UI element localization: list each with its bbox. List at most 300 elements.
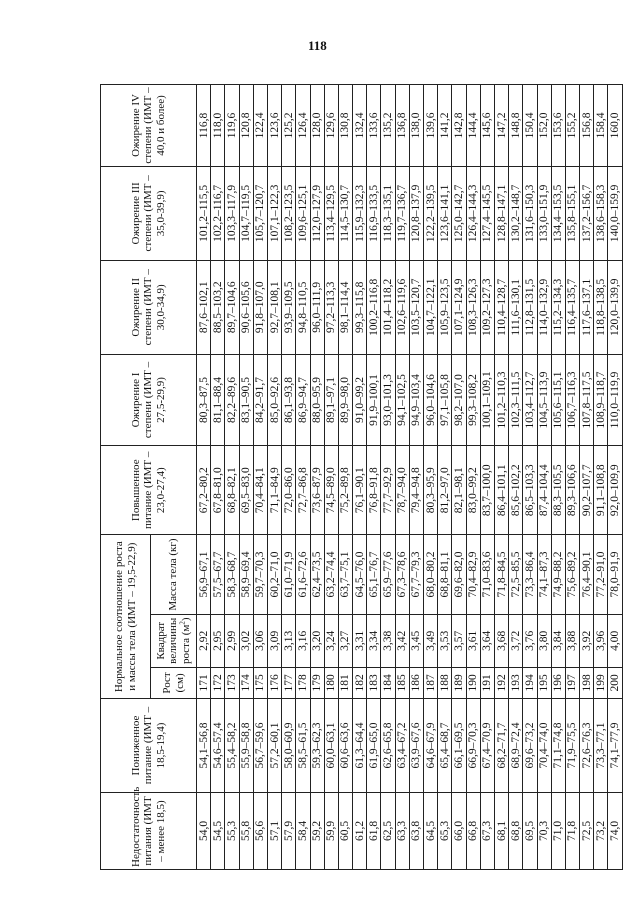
cell-obesity-3: 104,7–119,5 (239, 166, 253, 260)
cell-height: 189 (452, 667, 466, 698)
cell-obesity-3: 119,7–136,7 (395, 166, 409, 260)
cell-obesity-1: 96,0–104,6 (424, 354, 438, 445)
cell-obesity-3: 126,4–144,3 (466, 166, 480, 260)
cell-obesity-1: 89,1–97,1 (324, 354, 338, 445)
cell-obesity-1: 104,5–113,9 (537, 354, 551, 445)
cell-underweight: 58,4 (296, 792, 310, 869)
cell-increased: 85,6–102,2 (509, 446, 523, 535)
cell-normal-weight: 65,1–76,7 (367, 535, 381, 614)
cell-underweight: 64,5 (424, 792, 438, 869)
cell-height: 187 (424, 667, 438, 698)
cell-obesity-1: 86,1–93,8 (282, 354, 296, 445)
cell-height: 196 (551, 667, 565, 698)
table-body (197, 85, 623, 870)
cell-obesity-1: 91,0–99,2 (353, 354, 367, 445)
cell-increased: 73,6–87,9 (310, 446, 324, 535)
cell-obesity-3: 140,0–159,9 (608, 166, 622, 260)
cell-obesity-4: 148,8 (509, 85, 523, 167)
cell-obesity-4: 129,6 (324, 85, 338, 167)
cell-height: 182 (353, 667, 367, 698)
cell-obesity-2: 87,6–102,1 (197, 260, 211, 354)
cell-height: 180 (324, 667, 338, 698)
cell-underweight: 56,6 (253, 792, 267, 869)
cell-increased: 69,5–83,0 (239, 446, 253, 535)
cell-obesity-1: 110,0–119,9 (608, 354, 622, 445)
cell-reduced: 64,6–67,9 (424, 699, 438, 793)
cell-height: 183 (367, 667, 381, 698)
cell-height-squared: 3,68 (494, 614, 508, 667)
header-obesity-1: Ожирение I степени (ИМТ – 27,5-29,9) (101, 354, 197, 445)
cell-height: 191 (480, 667, 494, 698)
cell-increased: 90,2–107,7 (580, 446, 594, 535)
cell-increased: 77,7–92,9 (381, 446, 395, 535)
cell-height-squared: 3,53 (438, 614, 452, 667)
cell-obesity-1: 93,0–101,3 (381, 354, 395, 445)
cell-height: 200 (608, 667, 622, 698)
cell-height: 176 (267, 667, 281, 698)
cell-reduced: 55,9–58,8 (239, 699, 253, 793)
cell-obesity-3: 120,8–137,9 (409, 166, 423, 260)
table-row (381, 85, 395, 870)
cell-height: 185 (395, 667, 409, 698)
header-normal-group: Нормальное соотношение роста и массы тела (ИМТ – 19,5-22,9) (101, 535, 151, 699)
cell-underweight: 63,3 (395, 792, 409, 869)
cell-reduced: 56,7–59,6 (253, 699, 267, 793)
cell-obesity-1: 107,8–117,5 (580, 354, 594, 445)
cell-increased: 83,0–99,2 (466, 446, 480, 535)
cell-obesity-1: 99,3–108,2 (466, 354, 480, 445)
cell-obesity-2: 97,2–113,3 (324, 260, 338, 354)
cell-obesity-3: 123,6–141,1 (438, 166, 452, 260)
table-row (466, 85, 480, 870)
cell-obesity-3: 134,4–153,5 (551, 166, 565, 260)
cell-height: 198 (580, 667, 594, 698)
table-row (267, 85, 281, 870)
cell-obesity-1: 94,1–102,5 (395, 354, 409, 445)
cell-increased: 71,1–84,9 (267, 446, 281, 535)
cell-obesity-3: 116,9–133,5 (367, 166, 381, 260)
cell-obesity-2: 99,3–115,8 (353, 260, 367, 354)
cell-height-squared: 3,49 (424, 614, 438, 667)
cell-normal-weight: 57,5–67,7 (211, 535, 225, 614)
cell-underweight: 67,3 (480, 792, 494, 869)
table-row (409, 85, 423, 870)
header-height-squared-end: ) (179, 617, 192, 622)
cell-height-squared: 3,96 (594, 614, 608, 667)
cell-obesity-4: 123,6 (267, 85, 281, 167)
cell-underweight: 70,3 (537, 792, 551, 869)
cell-increased: 76,1–90,1 (353, 446, 367, 535)
cell-underweight: 69,5 (523, 792, 537, 869)
table-row (438, 85, 452, 870)
cell-normal-weight: 73,3–86,4 (523, 535, 537, 614)
cell-reduced: 71,1–74,8 (551, 699, 565, 793)
cell-reduced: 61,3–64,4 (353, 699, 367, 793)
cell-obesity-2: 108,3–126,3 (466, 260, 480, 354)
cell-underweight: 66,0 (452, 792, 466, 869)
cell-underweight: 61,8 (367, 792, 381, 869)
cell-normal-weight: 77,2–91,0 (594, 535, 608, 614)
cell-underweight: 57,1 (267, 792, 281, 869)
cell-underweight: 57,9 (282, 792, 296, 869)
cell-obesity-2: 114,0–132,9 (537, 260, 551, 354)
cell-height: 188 (438, 667, 452, 698)
cell-reduced: 71,9–75,5 (565, 699, 579, 793)
table-row (239, 85, 253, 870)
cell-normal-weight: 63,7–75,1 (338, 535, 352, 614)
cell-height-squared: 3,84 (551, 614, 565, 667)
cell-obesity-3: 102,2–116,7 (211, 166, 225, 260)
cell-obesity-4: 130,8 (338, 85, 352, 167)
cell-obesity-1: 85,0–92,6 (267, 354, 281, 445)
cell-height-squared: 3,45 (409, 614, 423, 667)
cell-height: 178 (296, 667, 310, 698)
cell-reduced: 55,4–58,2 (225, 699, 239, 793)
cell-obesity-4: 139,6 (424, 85, 438, 167)
cell-obesity-3: 105,7–120,7 (253, 166, 267, 260)
cell-reduced: 63,9–67,6 (409, 699, 423, 793)
cell-obesity-1: 97,1–105,8 (438, 354, 452, 445)
cell-obesity-2: 90,6–105,6 (239, 260, 253, 354)
cell-height: 186 (409, 667, 423, 698)
cell-obesity-3: 131,6–150,3 (523, 166, 537, 260)
cell-normal-weight: 75,6–89,2 (565, 535, 579, 614)
cell-underweight: 74,0 (608, 792, 622, 869)
cell-height-squared: 3,09 (267, 614, 281, 667)
cell-height-squared: 4,00 (608, 614, 622, 667)
cell-increased: 92,0–109,9 (608, 446, 622, 535)
cell-obesity-2: 109,2–127,3 (480, 260, 494, 354)
cell-underweight: 61,2 (353, 792, 367, 869)
cell-height: 172 (211, 667, 225, 698)
cell-obesity-3: 118,3–135,1 (381, 166, 395, 260)
cell-obesity-2: 111,6–130,1 (509, 260, 523, 354)
cell-reduced: 73,3–77,1 (594, 699, 608, 793)
cell-obesity-4: 147,2 (494, 85, 508, 167)
cell-obesity-3: 137,2–156,7 (580, 166, 594, 260)
cell-height: 177 (282, 667, 296, 698)
cell-height-squared: 3,72 (509, 614, 523, 667)
bmi-table (100, 84, 623, 870)
cell-obesity-1: 94,9–103,4 (409, 354, 423, 445)
cell-height: 199 (594, 667, 608, 698)
cell-increased: 80,3–95,9 (424, 446, 438, 535)
cell-obesity-1: 100,1–109,1 (480, 354, 494, 445)
cell-obesity-3: 115,9–132,3 (353, 166, 367, 260)
cell-height: 193 (509, 667, 523, 698)
cell-increased: 75,2–89,8 (338, 446, 352, 535)
cell-height-squared: 3,24 (324, 614, 338, 667)
cell-obesity-3: 113,4–129,5 (324, 166, 338, 260)
cell-increased: 91,1–108,8 (594, 446, 608, 535)
cell-normal-weight: 67,7–79,3 (409, 535, 423, 614)
cell-obesity-1: 80,3–87,5 (197, 354, 211, 445)
cell-reduced: 66,9–70,3 (466, 699, 480, 793)
cell-obesity-4: 156,8 (580, 85, 594, 167)
cell-obesity-4: 150,4 (523, 85, 537, 167)
cell-obesity-1: 106,7–116,3 (565, 354, 579, 445)
cell-normal-weight: 69,6–82,0 (452, 535, 466, 614)
cell-normal-weight: 61,6–72,6 (296, 535, 310, 614)
cell-reduced: 69,6–73,2 (523, 699, 537, 793)
cell-underweight: 68,8 (509, 792, 523, 869)
cell-reduced: 63,4–67,2 (395, 699, 409, 793)
cell-obesity-4: 126,4 (296, 85, 310, 167)
cell-height: 171 (197, 667, 211, 698)
cell-obesity-4: 142,8 (452, 85, 466, 167)
cell-height: 197 (565, 667, 579, 698)
cell-height: 192 (494, 667, 508, 698)
table-row (608, 85, 622, 870)
cell-height-squared: 3,20 (310, 614, 324, 667)
cell-height: 184 (381, 667, 395, 698)
cell-reduced: 60,6–63,6 (338, 699, 352, 793)
cell-normal-weight: 65,9–77,6 (381, 535, 395, 614)
cell-height: 173 (225, 667, 239, 698)
cell-reduced: 67,4–70,9 (480, 699, 494, 793)
cell-increased: 79,4–94,8 (409, 446, 423, 535)
cell-height-squared: 3,16 (296, 614, 310, 667)
header-height-squared (151, 614, 197, 667)
cell-obesity-4: 145,6 (480, 85, 494, 167)
cell-obesity-1: 82,2–89,6 (225, 354, 239, 445)
cell-normal-weight: 58,3–68,7 (225, 535, 239, 614)
cell-obesity-1: 108,9–118,7 (594, 354, 608, 445)
cell-increased: 86,4–101,1 (494, 446, 508, 535)
cell-obesity-2: 112,8–131,5 (523, 260, 537, 354)
cell-obesity-3: 103,3–117,9 (225, 166, 239, 260)
cell-obesity-2: 98,1–114,4 (338, 260, 352, 354)
cell-obesity-2: 107,1–124,9 (452, 260, 466, 354)
cell-normal-weight: 58,9–69,4 (239, 535, 253, 614)
cell-obesity-2: 110,4–128,7 (494, 260, 508, 354)
table-row (580, 85, 594, 870)
header-reduced: Пониженное питание (ИМТ – 18,5-19,4) (101, 699, 197, 793)
table-row (537, 85, 551, 870)
cell-obesity-4: 118,0 (211, 85, 225, 167)
cell-normal-weight: 68,0–80,2 (424, 535, 438, 614)
cell-obesity-4: 153,6 (551, 85, 565, 167)
table-row (509, 85, 523, 870)
cell-underweight: 55,3 (225, 792, 239, 869)
cell-obesity-3: 127,4–145,5 (480, 166, 494, 260)
cell-obesity-4: 141,2 (438, 85, 452, 167)
cell-height-squared: 3,38 (381, 614, 395, 667)
cell-obesity-2: 96,0–111,9 (310, 260, 324, 354)
cell-underweight: 71,0 (551, 792, 565, 869)
cell-reduced: 60,0–63,1 (324, 699, 338, 793)
cell-reduced: 54,1–56,8 (197, 699, 211, 793)
cell-reduced: 66,1–69,5 (452, 699, 466, 793)
cell-obesity-4: 138,0 (409, 85, 423, 167)
header-obesity-3: Ожирение III степени (ИМТ – 35,0-39,9) (101, 166, 197, 260)
cell-obesity-2: 100,2–116,8 (367, 260, 381, 354)
cell-height: 190 (466, 667, 480, 698)
cell-underweight: 60,5 (338, 792, 352, 869)
cell-reduced: 59,3–62,3 (310, 699, 324, 793)
cell-underweight: 72,5 (580, 792, 594, 869)
cell-reduced: 74,1–77,9 (608, 699, 622, 793)
cell-obesity-4: 119,6 (225, 85, 239, 167)
header-increased: Повышенное питание (ИМТ – 23,0-27,4) (101, 446, 197, 535)
cell-obesity-1: 103,4–112,7 (523, 354, 537, 445)
rotated-table-wrapper (100, 84, 621, 870)
header-obesity-2: Ожирение II степени (ИМТ – 30,0-34,9) (101, 260, 197, 354)
cell-normal-weight: 64,5–76,0 (353, 535, 367, 614)
cell-obesity-1: 101,2–110,3 (494, 354, 508, 445)
cell-obesity-4: 155,2 (565, 85, 579, 167)
cell-height-squared: 3,31 (353, 614, 367, 667)
cell-underweight: 62,5 (381, 792, 395, 869)
cell-obesity-1: 102,3–111,5 (509, 354, 523, 445)
cell-reduced: 54,6–57,4 (211, 699, 225, 793)
cell-obesity-3: 135,8–155,1 (565, 166, 579, 260)
cell-obesity-4: 158,4 (594, 85, 608, 167)
table-row (211, 85, 225, 870)
cell-obesity-2: 89,7–104,6 (225, 260, 239, 354)
cell-normal-weight: 61,0–71,9 (282, 535, 296, 614)
cell-underweight: 68,1 (494, 792, 508, 869)
cell-increased: 89,3–106,6 (565, 446, 579, 535)
header-height-squared-sup: 2 (177, 621, 186, 625)
cell-obesity-3: 122,2–139,5 (424, 166, 438, 260)
cell-obesity-4: 125,2 (282, 85, 296, 167)
cell-height: 174 (239, 667, 253, 698)
cell-normal-weight: 67,3–78,6 (395, 535, 409, 614)
table-row (452, 85, 466, 870)
cell-normal-weight: 60,2–71,0 (267, 535, 281, 614)
table-row (310, 85, 324, 870)
cell-underweight: 54,5 (211, 792, 225, 869)
cell-height-squared: 3,92 (580, 614, 594, 667)
cell-obesity-3: 101,2–115,5 (197, 166, 211, 260)
table-row (523, 85, 537, 870)
cell-underweight: 59,2 (310, 792, 324, 869)
cell-reduced: 58,0–60,9 (282, 699, 296, 793)
table-row (282, 85, 296, 870)
cell-height-squared: 3,80 (537, 614, 551, 667)
cell-height-squared: 2,95 (211, 614, 225, 667)
cell-obesity-3: 138,6–158,3 (594, 166, 608, 260)
cell-increased: 83,7–100,0 (480, 446, 494, 535)
cell-height-squared: 3,06 (253, 614, 267, 667)
page-number: 118 (308, 38, 327, 53)
cell-obesity-1: 81,1–88,4 (211, 354, 225, 445)
cell-obesity-1: 91,9–100,1 (367, 354, 381, 445)
cell-height: 194 (523, 667, 537, 698)
cell-obesity-3: 112,0–127,9 (310, 166, 324, 260)
cell-obesity-3: 109,6–125,1 (296, 166, 310, 260)
cell-reduced: 58,5–61,5 (296, 699, 310, 793)
table-row (324, 85, 338, 870)
header-weight: Масса тела (кг) (151, 535, 197, 614)
cell-normal-weight: 70,4–82,9 (466, 535, 480, 614)
cell-height: 175 (253, 667, 267, 698)
cell-increased: 72,0–86,0 (282, 446, 296, 535)
cell-obesity-1: 89,9–98,0 (338, 354, 352, 445)
cell-height-squared: 3,42 (395, 614, 409, 667)
cell-obesity-3: 125,0–142,7 (452, 166, 466, 260)
cell-underweight: 59,9 (324, 792, 338, 869)
cell-height: 195 (537, 667, 551, 698)
cell-normal-weight: 74,9–88,2 (551, 535, 565, 614)
cell-increased: 70,4–84,1 (253, 446, 267, 535)
header-height-squared-text: Квадрат величины роста (м (155, 617, 192, 665)
cell-increased: 87,4–104,4 (537, 446, 551, 535)
cell-height-squared: 2,92 (197, 614, 211, 667)
cell-obesity-1: 105,6–115,1 (551, 354, 565, 445)
cell-increased: 67,8–81,0 (211, 446, 225, 535)
cell-obesity-4: 132,4 (353, 85, 367, 167)
table-row (225, 85, 239, 870)
cell-obesity-4: 136,8 (395, 85, 409, 167)
cell-obesity-2: 105,9–123,5 (438, 260, 452, 354)
cell-obesity-2: 118,8–138,5 (594, 260, 608, 354)
cell-increased: 74,5–89,0 (324, 446, 338, 535)
cell-normal-weight: 76,4–90,1 (580, 535, 594, 614)
cell-normal-weight: 63,2–74,4 (324, 535, 338, 614)
cell-obesity-2: 91,8–107,0 (253, 260, 267, 354)
cell-height: 181 (338, 667, 352, 698)
cell-height-squared: 3,02 (239, 614, 253, 667)
cell-underweight: 73,2 (594, 792, 608, 869)
cell-normal-weight: 74,1–87,3 (537, 535, 551, 614)
table-row (353, 85, 367, 870)
cell-reduced: 68,9–72,4 (509, 699, 523, 793)
cell-normal-weight: 71,8–84,5 (494, 535, 508, 614)
cell-obesity-2: 94,8–110,5 (296, 260, 310, 354)
cell-obesity-2: 93,9–109,5 (282, 260, 296, 354)
cell-obesity-2: 101,4–118,2 (381, 260, 395, 354)
cell-obesity-2: 104,7–122,1 (424, 260, 438, 354)
cell-obesity-4: 160,0 (608, 85, 622, 167)
cell-reduced: 68,2–71,7 (494, 699, 508, 793)
cell-obesity-4: 135,2 (381, 85, 395, 167)
cell-reduced: 70,4–74,0 (537, 699, 551, 793)
cell-increased: 72,7–86,8 (296, 446, 310, 535)
cell-normal-weight: 59,7–70,3 (253, 535, 267, 614)
table-row (296, 85, 310, 870)
cell-obesity-2: 120,0–139,9 (608, 260, 622, 354)
table-row (424, 85, 438, 870)
cell-underweight: 55,8 (239, 792, 253, 869)
cell-obesity-4: 133,6 (367, 85, 381, 167)
cell-height: 179 (310, 667, 324, 698)
cell-increased: 67,2–80,2 (197, 446, 211, 535)
cell-obesity-3: 128,8–147,1 (494, 166, 508, 260)
header-obesity-4: Ожирение IV степени (ИМТ – 40,0 и более) (101, 85, 197, 167)
cell-obesity-1: 84,2–91,7 (253, 354, 267, 445)
cell-obesity-2: 103,5–120,7 (409, 260, 423, 354)
table-row (197, 85, 211, 870)
cell-obesity-4: 120,8 (239, 85, 253, 167)
table-row (494, 85, 508, 870)
cell-increased: 81,2–97,0 (438, 446, 452, 535)
cell-underweight: 63,8 (409, 792, 423, 869)
cell-height-squared: 3,57 (452, 614, 466, 667)
cell-obesity-1: 86,9–94,7 (296, 354, 310, 445)
cell-obesity-3: 114,5–130,7 (338, 166, 352, 260)
cell-obesity-2: 102,6–119,6 (395, 260, 409, 354)
header-height: Рост (см) (151, 667, 197, 698)
cell-normal-weight: 62,4–73,5 (310, 535, 324, 614)
table-row (594, 85, 608, 870)
cell-obesity-2: 115,2–134,3 (551, 260, 565, 354)
cell-underweight: 71,8 (565, 792, 579, 869)
cell-reduced: 57,2–60,1 (267, 699, 281, 793)
table-row (367, 85, 381, 870)
cell-underweight: 66,8 (466, 792, 480, 869)
